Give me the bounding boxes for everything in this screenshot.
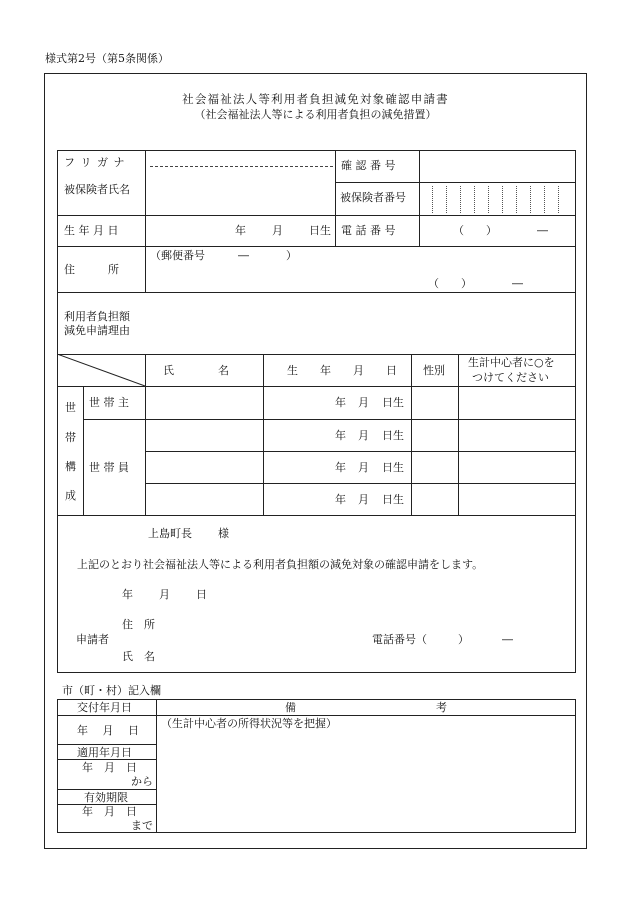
row2-year: 年 (335, 429, 346, 442)
date-month: 月 (159, 588, 170, 601)
row1-month: 月 (358, 396, 369, 409)
address-phone-paren: （ ） (428, 277, 472, 290)
addressee-honorific: 様 (218, 527, 229, 540)
applicant-phone-label: 電話番号（ (372, 633, 427, 646)
postal-close: ） (286, 249, 297, 262)
furigana-label: フ リ ガ ナ (64, 156, 126, 169)
side-char-4: 成 (65, 489, 76, 502)
row2-month: 月 (358, 429, 369, 442)
birth-year: 年 (235, 224, 246, 237)
insured-number-label: 被保険者番号 (340, 191, 406, 204)
phone-dash: ― (537, 224, 548, 237)
address-phone-dash: ― (512, 277, 523, 290)
confirm-number-label: 確 認 番 号 (341, 159, 396, 172)
address-label: 住 所 (64, 263, 119, 276)
valid-until: まで (131, 819, 153, 832)
date-day: 日 (196, 588, 207, 601)
remarks-note: （生計中心者の所得状況等を把握） (161, 717, 337, 730)
insured-name-label: 被保険者氏名 (64, 183, 130, 196)
date-year: 年 (122, 588, 133, 601)
valid-until-label: 有効期限 (84, 791, 128, 804)
row1-day: 日生 (382, 396, 404, 409)
phone-label: 電 話 番 号 (341, 224, 396, 237)
birth-date-label: 生 年 月 日 (64, 224, 119, 237)
reason-label-line2: 減免申請理由 (64, 324, 130, 337)
side-char-3: 構 (65, 460, 76, 473)
valid-ymd: 年 月 日 (82, 805, 137, 818)
phone-area-paren: （ ） (453, 224, 497, 237)
applicant-phone-close: ） (458, 633, 469, 646)
applicant-phone-dash: ― (502, 633, 513, 646)
declaration-statement: 上記のとおり社会福祉法人等による利用者負担額の減免対象の確認申請をします。 (77, 558, 484, 571)
apply-date-label: 適用年月日 (77, 746, 132, 759)
postal-dash: ― (238, 249, 249, 262)
remarks-header-1: 備 (285, 701, 296, 714)
birth-day: 日生 (309, 224, 331, 237)
col-head-header-line2: つけてください (472, 371, 549, 384)
diagonal-slash (57, 354, 146, 387)
side-char-1: 世 (65, 401, 76, 414)
form-reference: 様式第2号（第5条関係） (45, 52, 169, 65)
issued-date-label: 交付年月日 (77, 701, 132, 714)
col-sex-header: 性別 (423, 364, 445, 377)
row3-day: 日生 (382, 461, 404, 474)
issued-ymd: 年 月 日 (77, 724, 139, 737)
reason-label-line1: 利用者負担額 (64, 310, 130, 323)
form-title: 社会福祉法人等利用者負担減免対象確認申請書 (182, 92, 449, 106)
household-member-label: 世 帯 員 (89, 461, 129, 474)
col-head-header-line1: 生計中心者に○を (468, 356, 555, 369)
col-birth-header: 生 年 月 日 (287, 364, 397, 377)
form-subtitle: （社会福祉法人等による利用者負担の減免措置） (194, 108, 437, 121)
apply-ymd: 年 月 日 (82, 761, 137, 774)
col-name-header: 氏 名 (163, 364, 229, 377)
household-head-label: 世 帯 主 (89, 396, 129, 409)
row1-year: 年 (335, 396, 346, 409)
addressee: 上島町長 (148, 527, 192, 540)
row4-day: 日生 (382, 493, 404, 506)
applicant-label: 申請者 (76, 633, 109, 646)
row3-year: 年 (335, 461, 346, 474)
row3-month: 月 (358, 461, 369, 474)
birth-month: 月 (272, 224, 283, 237)
row4-year: 年 (335, 493, 346, 506)
postal-code-label: （郵便番号 (150, 249, 205, 262)
applicant-name-label: 氏 名 (122, 650, 155, 663)
applicant-address-label: 住 所 (122, 618, 155, 631)
municipal-section-label: 市（町・村）記入欄 (62, 684, 161, 697)
remarks-header-2: 考 (436, 701, 447, 714)
row2-day: 日生 (382, 429, 404, 442)
side-char-2: 帯 (65, 431, 76, 444)
apply-from: から (131, 775, 153, 788)
row4-month: 月 (358, 493, 369, 506)
